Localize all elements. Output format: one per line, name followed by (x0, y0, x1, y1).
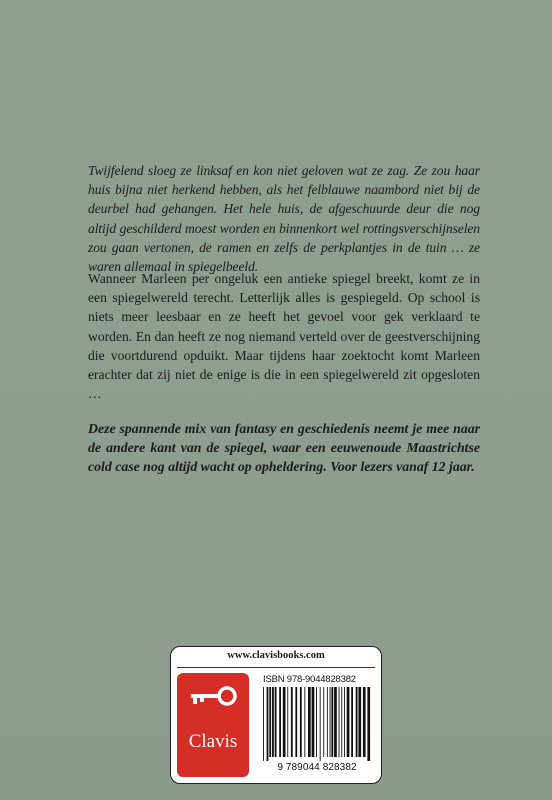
barcode-panel (170, 646, 382, 784)
barcode-bar (267, 687, 269, 761)
barcode-bar (363, 687, 366, 757)
book-blurb: Wanneer Marleen per ongeluk een antieke spiegel breekt, komt ze in een spiegelwereld terecht. Letterlijk alles is gespiegeld. Op school is niets meer leesbaar en ze heeft het gevoel voor gek verklaard te worden. En dan heeft ze nog niemand verteld over de geestverschijning die voortdurend opduikt. Maar tijdens haar zoektocht komt Marleen erachter dat zij niet de enige is die in een spiegelwereld zit opgesloten … (88, 271, 480, 402)
barcode-bar (331, 687, 333, 757)
panel-divider (177, 667, 375, 668)
book-tagline: Deze spannende mix van fantasy en geschiedenis neemt je mee naar de andere kant van de spiegel, waar een eeuwenoude Maastrichtse cold case nog altijd wacht op opheldering. Voor lezers vanaf 12 jaar. (88, 421, 480, 475)
barcode-bar (279, 687, 281, 757)
barcode-bar (291, 687, 293, 757)
barcode-bar (308, 687, 311, 757)
publisher-name: Clavis (188, 731, 238, 752)
barcode-bar (272, 687, 274, 757)
barcode-bar (316, 687, 317, 757)
barcode-bar (304, 687, 305, 757)
barcode-bar (327, 687, 328, 757)
barcode-bar (347, 687, 350, 757)
barcode-bar (269, 687, 271, 757)
barcode-bar (320, 687, 321, 761)
barcode-bar (323, 687, 324, 757)
barcode-bar (367, 687, 370, 761)
barcode-digits: 9 789044 828382 (277, 762, 357, 773)
barcode-bar (351, 687, 353, 757)
publisher-website: www.clavisbooks.com (227, 650, 325, 661)
barcode-bar (312, 687, 315, 757)
barcode-bar (334, 687, 337, 757)
barcode-bar (358, 687, 361, 757)
barcode-bar (339, 687, 340, 757)
publisher-logo (177, 673, 249, 777)
barcode (261, 687, 373, 761)
barcode-bar (344, 687, 345, 757)
barcode-bar (356, 687, 358, 757)
barcode-bar (283, 687, 286, 757)
key-icon (189, 685, 237, 715)
book-excerpt: Twijfelend sloeg ze linksaf en kon niet geloven wat ze zag. Ze zou haar huis bijna niet herkend hebben, als het felblauwe naambord niet bij de deurbel had gehangen. Het hele huis, de afgeschuurde deur die nog altijd geschilderd moest worden en binnenkort wel rottingsverschijnselen zou gaan vertonen, de ramen en zelfs de perkplantjes in de tuin … ze waren allemaal in spiegelbeeld. (88, 163, 480, 275)
barcode-bar (295, 687, 297, 757)
barcode-bar (300, 687, 302, 757)
barcode-bar (263, 687, 264, 761)
barcode-bar (330, 687, 331, 757)
isbn-label: ISBN 978-9044828382 (263, 674, 356, 685)
barcode-bar (341, 687, 342, 757)
barcode-bar (275, 687, 277, 757)
barcode-bar (287, 687, 288, 757)
